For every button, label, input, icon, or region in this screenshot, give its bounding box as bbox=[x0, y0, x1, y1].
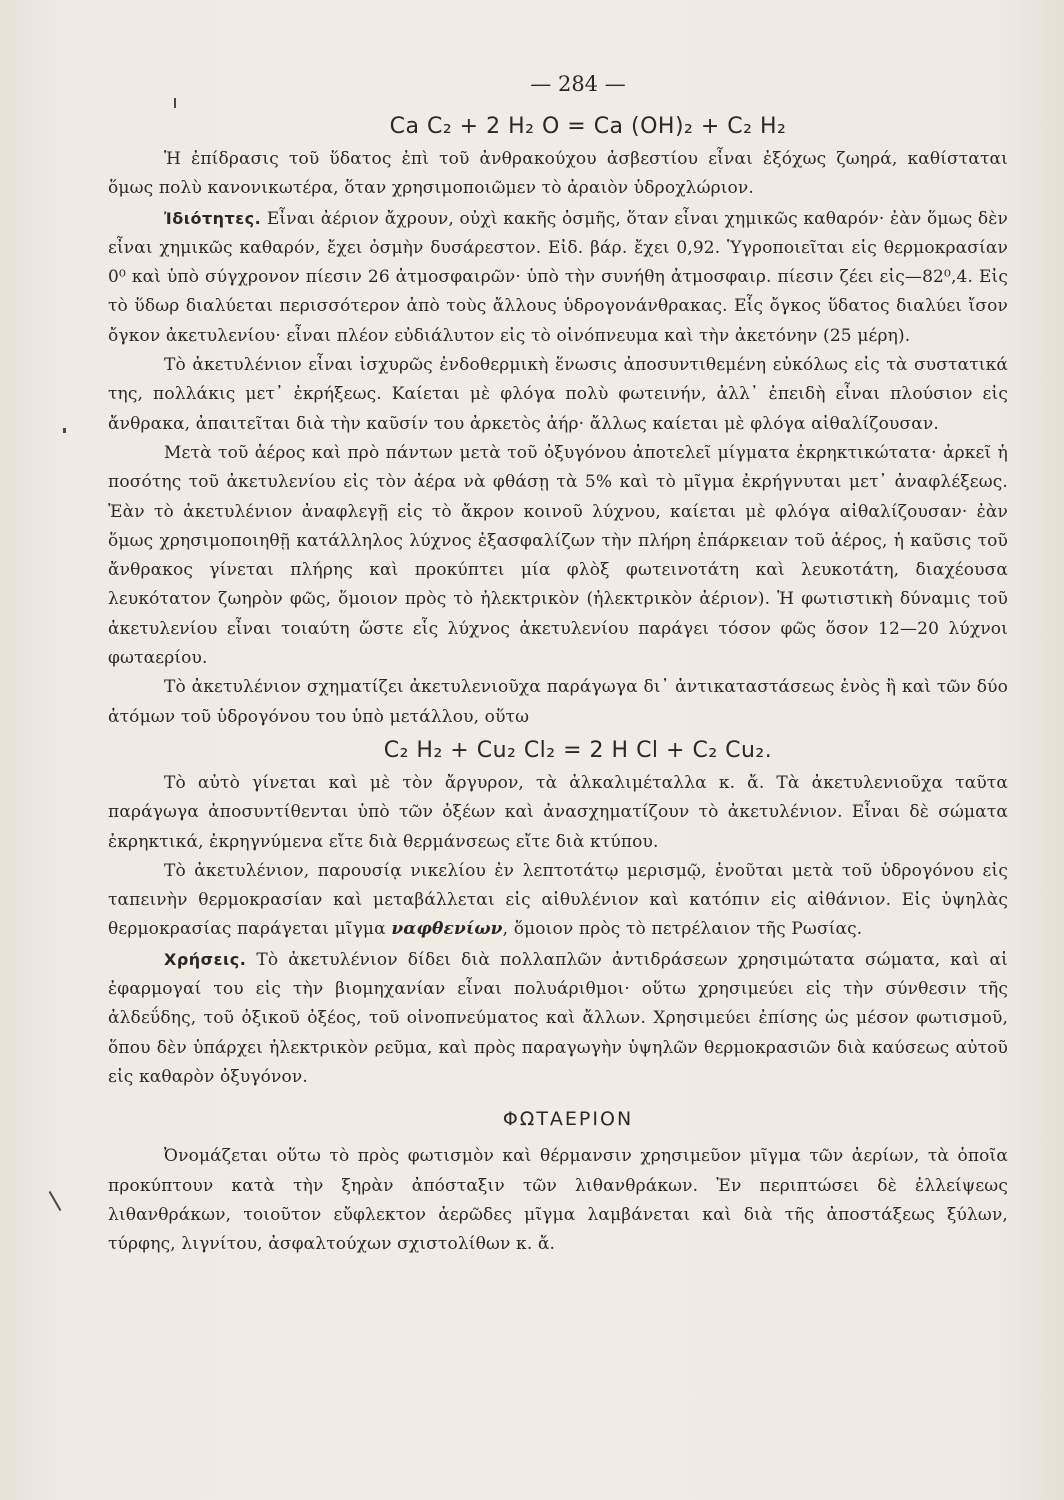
paragraph-reaction: Ἡ ἐπίδρασις τοῦ ὕδατος ἐπὶ τοῦ ἀνθρακούχου ἀσβεστίου εἶναι ἐξόχως ζωηρά, καθίσταται ὅμως πολὺ κανονικωτέρα, ὅταν χρησιμοποιῶμεν τὸ ἀραιὸν ὑδροχλώριον. bbox=[108, 149, 1008, 199]
paragraph-coal-gas: Ὀνομάζεται οὕτω τὸ πρὸς φωτισμὸν καὶ θέρμανσιν χρησιμεῦον μῖγμα τῶν ἀερίων, τὰ ὁποῖα προκύπτουν κατὰ τὴν ξηρὰν ἀπόσταξιν τῶν λιθανθράκων. Ἐν περιπτώσει δὲ ἐλλείψεως λιθανθράκων, τοιοῦτον εὔφλεκτον ἀερῶδες μῖγμα λαμβάνεται καὶ διὰ τῆς ἀποστάξεως ξύλων, τύρφης, λιγνίτου, ἀσφαλτούχων σχιστολίθων κ. ἄ. bbox=[108, 1146, 1008, 1255]
uses-text: Τὸ ἀκετυλένιον δίδει διὰ πολλαπλῶν ἀντιδράσεων χρησιμώτατα σώματα, καὶ αἱ ἐφαρμογαί του εἰς τὴν βιομηχανίαν εἶναι πολυάριθμοι· οὕτω χρησιμεύει εἰς τὴν σύνθεσιν τῆς ἀλδεΰδης, τοῦ ὀξικοῦ ὀξέος, τοῦ οἰνοπνεύματος καὶ ἄλλων. Χρησιμεύει ἐπίσης ὡς μέσον φωτισμοῦ, ὅπου δὲν ὑπάρχει ἠλεκτρικὸν ρεῦμα, καὶ πρὸς παραγωγὴν ὑψηλῶν θερμοκρασιῶν διὰ καύσεως αὐτοῦ εἰς καθαρὸν ὀξυγόνον. bbox=[108, 949, 1008, 1087]
uses-heading: Χρήσεις. bbox=[164, 949, 247, 969]
properties-heading: Ἰδιότητες. bbox=[164, 208, 262, 228]
paragraph-endothermic: Τὸ ἀκετυλένιον εἶναι ἰσχυρῶς ἐνδοθερμικὴ ἕνωσις ἀποσυντιθεμένη εὐκόλως εἰς τὰ συστατικά της, πολλάκις μετ᾽ ἐκρήξεως. Καίεται μὲ φλόγα πολὺ φωτεινήν, ἀλλ᾽ ἐπειδὴ εἶναι πλούσιον εἰς ἄνθρακα, ἀπαιτεῖται διὰ τὴν καῦσίν του ἀρκετὸς ἀήρ· ἄλλως καίεται μὲ φλόγα αἰθαλίζουσαν. bbox=[108, 355, 1008, 434]
naphthenes-term: ναφθενίων bbox=[391, 919, 503, 940]
paragraph-silver-alkali: Τὸ αὐτὸ γίνεται καὶ μὲ τὸν ἄργυρον, τὰ ἀλκαλιμέταλλα κ. ἄ. Τὰ ἀκετυλενιοῦχα ταῦτα παράγωγα ἀποσυντίθενται ὑπὸ τῶν ὀξέων καὶ ἀνασχηματίζουν τὸ ἀκετυλένιον. Εἶναι δὲ σώματα ἐκρηκτικά, ἐκρηγνύμενα εἴτε διὰ θερμάνσεως εἴτε διὰ κτύπου. bbox=[108, 772, 1008, 852]
page-number: — 284 — bbox=[530, 72, 626, 96]
hydrogenation-text-b: , ὅμοιον πρὸς τὸ πετρέλαιον τῆς Ρωσίας. bbox=[502, 919, 863, 940]
paragraph-uses bbox=[108, 945, 1008, 1092]
page-content bbox=[108, 72, 1008, 1259]
margin-speck bbox=[63, 428, 66, 433]
hydrogenation-text-a: Τὸ ἀκετυλένιον, παρουσίᾳ νικελίου ἐν λεπτοτάτῳ μερισμῷ, ἑνοῦται μετὰ τοῦ ὑδρογόνου εἰς ταπεινὴν θερμοκρασίαν καὶ μεταβάλλεται εἰς αἰθυλένιον καὶ κατόπιν εἰς αἰθάνιον. Εἰς ὑψηλὰς θερμοκρασίας παράγεται μῖγμα bbox=[108, 860, 1008, 940]
paragraph-acetylides: Τὸ ἀκετυλένιον σχηματίζει ἀκετυλενιοῦχα παράγωγα δι᾽ ἀντικαταστάσεως ἑνὸς ἢ καὶ τῶν δύο ἀτόμων τοῦ ὑδρογόνου του ὑπὸ μετάλλου, οὕτω bbox=[108, 677, 1008, 727]
section-heading-coal-gas: ΦΩΤΑΕΡΙΟΝ bbox=[502, 1108, 634, 1131]
chemical-equation-calcium-carbide: Ca C₂ + 2 H₂ O = Ca (OH)₂ + C₂ H₂ bbox=[389, 114, 787, 139]
chemical-equation-copper-acetylide: C₂ H₂ + Cu₂ Cl₂ = 2 H Cl + C₂ Cu₂. bbox=[383, 737, 773, 763]
paragraph-properties bbox=[108, 204, 1008, 351]
paragraph-explosive-mixtures: Μετὰ τοῦ ἀέρος καὶ πρὸ πάντων μετὰ τοῦ ὀξυγόνου ἀποτελεῖ μίγματα ἐκρηκτικώτατα· ἀρκεῖ ἡ ποσότης τοῦ ἀκετυλενίου εἰς τὸν ἀέρα νὰ φθάσῃ τὰ 5% καὶ τὸ μῖγμα ἐκρήγνυται μετ᾽ ἀναφλέξεως. Ἐὰν τὸ ἀκετυλένιον ἀναφλεγῇ εἰς τὸ ἄκρον κοινοῦ λύχνου, καίεται μὲ φλόγα αἰθαλίζουσαν· ἐὰν ὅμως χρησιμοποιηθῇ κατάλληλος λύχνος ἐξασφαλίζων τὴν πλήρη ἐπάρκειαν τοῦ ἀέρος, ἡ καῦσις τοῦ ἄνθρακος γίνεται πλήρης καὶ προκύπτει μία φλὸξ φωτεινοτάτη καὶ λευκοτάτη, διαχέουσα λευκότατον ζωηρὸν φῶς, ὅμοιον πρὸς τὸ ἠλεκτρικὸν (ἠλεκτρικὸν ἀέριον). Ἡ φωτιστικὴ δύναμις τοῦ ἀκετυλενίου εἶναι τοιαύτη ὥστε εἷς λύχνος ἀκετυλενίου παράγει τόσον φῶς ὅσον 12—20 λύχνοι φωταερίου. bbox=[108, 442, 1008, 669]
paragraph-hydrogenation bbox=[108, 857, 1008, 945]
properties-text: Εἶναι ἀέριον ἄχρουν, οὐχὶ κακῆς ὀσμῆς, ὅταν εἶναι χημικῶς καθαρόν· ἐὰν ὅμως δὲν εἶναι χημικῶς καθαρόν, ἔχει ὀσμὴν δυσάρεστον. Εἰδ. βάρ. ἔχει 0,92. Ὑγροποιεῖται εἰς θερμοκρασίαν 0⁰ καὶ ὑπὸ σύγχρονον πίεσιν 26 ἀτμοσφαιρῶν· ὑπὸ τὴν συνήθη ἀτμοσφαιρ. πίεσιν ζέει εἰς—82⁰,4. Εἰς τὸ ὕδωρ διαλύεται περισσότερον ἀπὸ τοὺς ἄλλους ὑδρογονάνθρακας. Εἷς ὄγκος ὕδατος διαλύει ἴσον ὄγκον ἀκετυλενίου· εἶναι πλέον εὐδιάλυτον εἰς τὸ οἰνόπνευμα καὶ τὴν ἀκετόνην (25 μέρη). bbox=[108, 208, 1008, 346]
margin-speck bbox=[49, 1191, 62, 1211]
